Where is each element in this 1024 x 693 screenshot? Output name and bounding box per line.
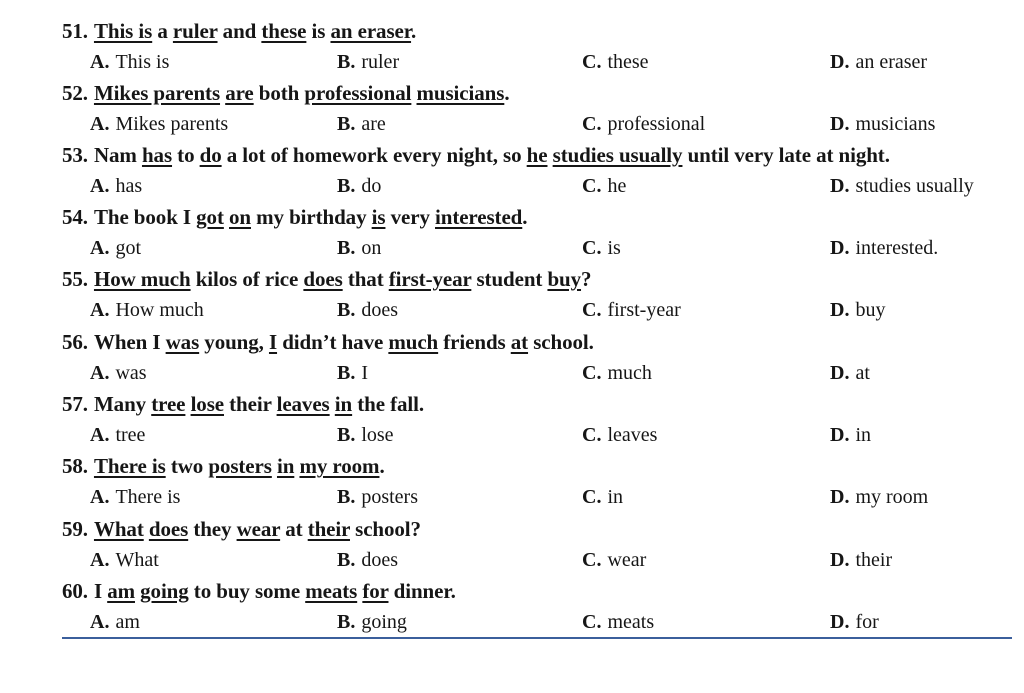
option-letter: C. [582,486,602,508]
option-letter: A. [90,549,110,571]
text-segment: didn’t have [277,330,389,354]
underlined-segment: interested [435,205,523,229]
option-text: was [115,362,147,384]
option-letter: C. [582,299,602,321]
option-text: for [855,611,879,633]
option-d [830,296,885,324]
text-segment: . [411,19,417,43]
underlined-segment: in [276,454,295,478]
question-stem [62,141,890,169]
option-b [337,296,398,324]
text-segment: until very late at night. [682,143,890,167]
question-stem [62,17,416,45]
option-letter: B. [337,486,356,508]
text-segment: is [306,19,331,43]
underlined-segment: posters [208,454,272,478]
option-a [90,172,142,200]
option-d [830,608,879,636]
text-segment: . [522,205,528,229]
text-segment: dinner. [388,579,456,603]
question-number: 53. [62,143,88,167]
option-d [830,421,871,449]
option-b [337,172,381,200]
underlined-segment: musicians [416,81,505,105]
option-b [337,421,394,449]
option-letter: A. [90,362,110,384]
option-text: How much [115,299,204,321]
option-text: much [607,362,652,384]
option-c [582,296,681,324]
text-segment: school. [528,330,594,354]
underlined-segment: professional [304,81,412,105]
option-text: does [361,299,399,321]
option-letter: B. [337,175,356,197]
option-letter: A. [90,424,110,446]
question-text [94,143,890,167]
option-letter: D. [830,362,850,384]
question-text [94,454,385,478]
option-letter: A. [90,611,110,633]
option-text: has [115,175,143,197]
question-text [94,267,591,291]
option-text: am [115,611,140,633]
option-text: he [607,175,627,197]
option-letter: A. [90,486,110,508]
option-text: got [115,237,142,259]
option-c [582,234,621,262]
option-c [582,48,649,76]
underlined-segment: I [268,330,278,354]
option-text: ruler [361,51,400,73]
underlined-segment: wear [236,517,281,541]
option-d [830,110,935,138]
option-letter: B. [337,611,356,633]
text-segment: The book I [93,205,197,229]
option-text: their [855,549,893,571]
option-d [830,48,927,76]
option-letter: A. [90,113,110,135]
option-letter: C. [582,237,602,259]
option-d [830,172,974,200]
option-a [90,483,180,511]
text-segment: a lot of homework every night, so [221,143,527,167]
text-segment: young, [199,330,269,354]
underlined-segment: at [510,330,529,354]
option-letter: A. [90,237,110,259]
option-text: studies usually [855,175,974,197]
text-segment: both [253,81,305,105]
text-segment: two [165,454,209,478]
option-letter: D. [830,299,850,321]
option-text: Mikes parents [115,113,229,135]
option-letter: A. [90,175,110,197]
text-segment: school? [349,517,421,541]
option-text: What [115,549,159,571]
option-letter: D. [830,113,850,135]
question-text [94,205,527,229]
underlined-segment: lose [190,392,224,416]
option-d [830,483,928,511]
underlined-segment: am [107,579,135,603]
question-stem [62,515,421,543]
question-text [94,81,510,105]
option-letter: C. [582,51,602,73]
underlined-segment: on [229,205,251,229]
option-a [90,296,204,324]
option-text: is [607,237,621,259]
option-text: posters [361,486,419,508]
option-text: I [361,362,369,384]
option-a [90,359,147,387]
option-text: these [607,51,649,73]
question-stem [62,577,456,605]
option-b [337,110,386,138]
underlined-segment: got [196,205,224,229]
option-text: meats [607,611,655,633]
text-segment: ? [581,267,592,291]
option-text: are [361,113,386,135]
underlined-segment: tree [151,392,186,416]
text-segment: I [93,579,108,603]
option-text: going [361,611,407,633]
option-letter: D. [830,486,850,508]
question-stem [62,452,385,480]
option-c [582,359,652,387]
text-segment: that [342,267,389,291]
option-text: This is [115,51,170,73]
text-segment: kilos of rice [190,267,304,291]
question-text [94,392,424,416]
option-b [337,483,418,511]
option-letter: A. [90,51,110,73]
underlined-segment: in [334,392,353,416]
option-text: my room [855,486,929,508]
option-text: on [361,237,382,259]
option-b [337,48,399,76]
option-letter: C. [582,362,602,384]
option-text: buy [855,299,886,321]
option-letter: B. [337,113,356,135]
text-segment: friends [438,330,511,354]
option-text: first-year [607,299,681,321]
underlined-segment: my room [299,454,380,478]
option-a [90,608,140,636]
question-number: 55. [62,267,88,291]
text-segment: at [280,517,308,541]
option-letter: B. [337,362,356,384]
underlined-segment: these [261,19,307,43]
underlined-segment: for [362,579,389,603]
underlined-segment: an eraser [330,19,412,43]
question-number: 52. [62,81,88,105]
text-segment: and [217,19,262,43]
question-number: 54. [62,205,88,229]
option-letter: B. [337,51,356,73]
option-letter: D. [830,51,850,73]
option-text: musicians [855,113,936,135]
option-letter: B. [337,424,356,446]
option-letter: D. [830,549,850,571]
option-b [337,608,407,636]
underlined-segment: does [303,267,343,291]
question-number: 51. [62,19,88,43]
option-c [582,546,646,574]
option-letter: B. [337,237,356,259]
option-a [90,234,141,262]
option-a [90,546,159,574]
text-segment: student [471,267,548,291]
underlined-segment: leaves [276,392,330,416]
question-stem [62,79,509,107]
question-number: 58. [62,454,88,478]
question-number: 59. [62,517,88,541]
underlined-segment: are [225,81,254,105]
option-text: an eraser [855,51,928,73]
option-text: wear [607,549,647,571]
option-a [90,48,169,76]
option-text: professional [607,113,706,135]
option-d [830,359,870,387]
option-letter: D. [830,237,850,259]
option-text: in [855,424,872,446]
question-text [94,330,594,354]
underlined-segment: he [526,143,548,167]
underlined-segment: buy [547,267,582,291]
question-stem [62,328,594,356]
option-text: in [607,486,624,508]
underlined-segment: has [141,143,173,167]
underlined-segment: much [388,330,439,354]
text-segment: to buy some [188,579,306,603]
underlined-segment: do [199,143,222,167]
question-stem [62,265,591,293]
underlined-segment: How much [93,267,191,291]
option-text: do [361,175,382,197]
question-stem [62,203,527,231]
underlined-segment: first-year [388,267,472,291]
question-text [94,517,421,541]
option-letter: C. [582,113,602,135]
text-segment: very [385,205,435,229]
bottom-rule [62,637,1012,639]
underlined-segment: This is [93,19,153,43]
option-letter: C. [582,611,602,633]
option-letter: B. [337,549,356,571]
question-text [94,19,416,43]
text-segment: a [152,19,173,43]
text-segment: . [504,81,510,105]
underlined-segment: meats [305,579,358,603]
option-letter: D. [830,611,850,633]
option-d [830,546,892,574]
option-letter: C. [582,549,602,571]
option-b [337,234,381,262]
underlined-segment: does [148,517,189,541]
underlined-segment: What [93,517,144,541]
option-text: leaves [607,424,658,446]
option-c [582,608,654,636]
question-text [94,579,456,603]
option-b [337,359,368,387]
option-d [830,234,938,262]
option-a [90,110,228,138]
text-segment: When I [93,330,166,354]
underlined-segment: ruler [172,19,218,43]
option-letter: D. [830,175,850,197]
text-segment: Nam [93,143,142,167]
option-letter: A. [90,299,110,321]
underlined-segment: going [140,579,189,603]
option-c [582,421,657,449]
option-letter: C. [582,424,602,446]
option-text: lose [361,424,394,446]
underlined-segment: Mikes parents [93,81,221,105]
option-b [337,546,398,574]
question-number: 57. [62,392,88,416]
option-a [90,421,145,449]
text-segment: the fall. [352,392,425,416]
text-segment: Many [93,392,152,416]
option-c [582,172,626,200]
option-c [582,483,623,511]
question-number: 60. [62,579,88,603]
option-c [582,110,705,138]
text-segment: their [224,392,277,416]
underlined-segment: is [371,205,386,229]
text-segment: to [172,143,200,167]
underlined-segment: was [165,330,200,354]
underlined-segment: their [307,517,350,541]
option-text: tree [115,424,146,446]
option-text: at [855,362,870,384]
underlined-segment: There is [93,454,166,478]
text-segment: my birthday [251,205,372,229]
option-letter: C. [582,175,602,197]
underlined-segment: studies usually [552,143,683,167]
question-stem [62,390,424,418]
question-number: 56. [62,330,88,354]
option-text: There is [115,486,181,508]
option-text: interested. [855,237,939,259]
option-letter: D. [830,424,850,446]
option-letter: B. [337,299,356,321]
text-segment: they [188,517,237,541]
text-segment: . [379,454,385,478]
option-text: does [361,549,399,571]
